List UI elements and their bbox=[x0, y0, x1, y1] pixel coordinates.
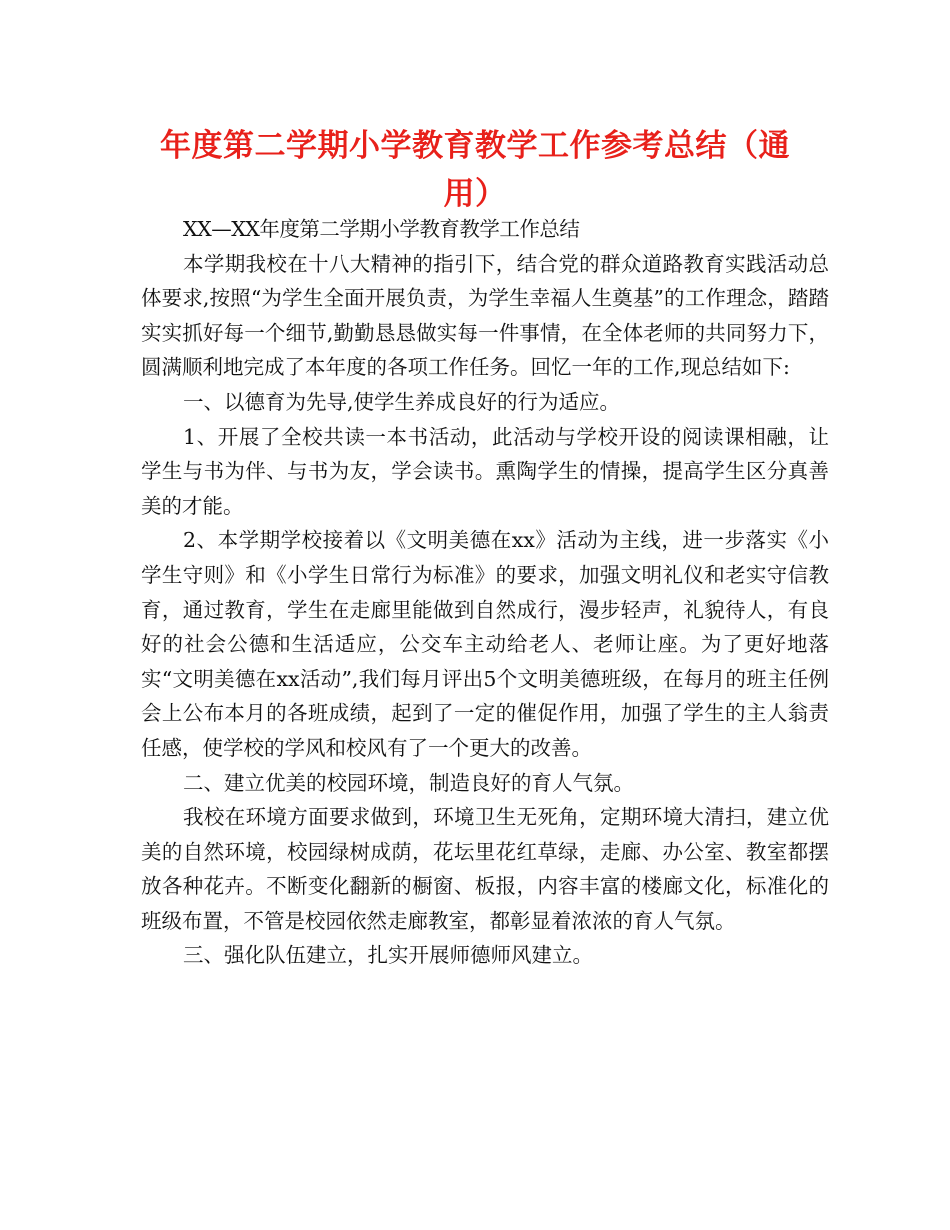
paragraph-intro: 本学期我校在十八大精神的指引下，结合党的群众道路教育实践活动总体要求,按照“为学生全面开展负责，为学生幸福人生奠基”的工作理念，踏踏实实抓好每一个细节,勤勤恳恳做实每一件事情，在全体老师的共同努力下，圆满顺利地完成了本年度的各项工作任务。回忆一年的工作,现总结如下: bbox=[141, 251, 829, 380]
paragraph-item-1: 1、开展了全校共读一本书活动，此活动与学校开设的阅读课相融，让学生与书为伴、与书为友，学会读书。熏陶学生的情操，提高学生区分真善美的才能。 bbox=[141, 424, 829, 518]
section-heading-3: 三、强化队伍建立，扎实开展师德师风建立。 bbox=[183, 943, 593, 968]
paragraph-item-2: 2、本学期学校接着以《文明美德在xx》活动为主线，进一步落实《小学生守则》和《小学生日常行为标准》的要求，加强文明礼仪和老实守信教育，通过教育，学生在走廊里能做到自然成行，漫步轻声，礼貌待人，有良好的社会公德和生活适应，公交车主动给老人、老师让座。为了更好地落实“文明美德在xx活动”,我们每月评出5个文明美德班级，在每月的班主任例会上公布本月的各班成绩，起到了一定的催促作用，加强了学生的主人翁责任感，使学校的学风和校风有了一个更大的改善。 bbox=[141, 528, 829, 760]
section-heading-2: 二、建立优美的校园环境，制造良好的育人气氛。 bbox=[183, 770, 634, 795]
document-title: 年度第二学期小学教育教学工作参考总结（通用） bbox=[160, 128, 790, 212]
section-heading-1: 一、以德育为先导,使学生养成良好的行为适应。 bbox=[183, 389, 621, 414]
paragraph-environment: 我校在环境方面要求做到，环境卫生无死角，定期环境大清扫，建立优美的自然环境，校园绿树成荫，花坛里花红草绿，走廊、办公室、教室都摆放各种花卉。不断变化翻新的橱窗、板报，内容丰富的楼廊文化，标准化的班级布置，不管是校园依然走廊教室，都彰显着浓浓的育人气氛。 bbox=[141, 805, 829, 933]
document-subtitle: XX—XX年度第二学期小学教育教学工作总结 bbox=[183, 217, 580, 241]
document-body bbox=[141, 212, 829, 973]
